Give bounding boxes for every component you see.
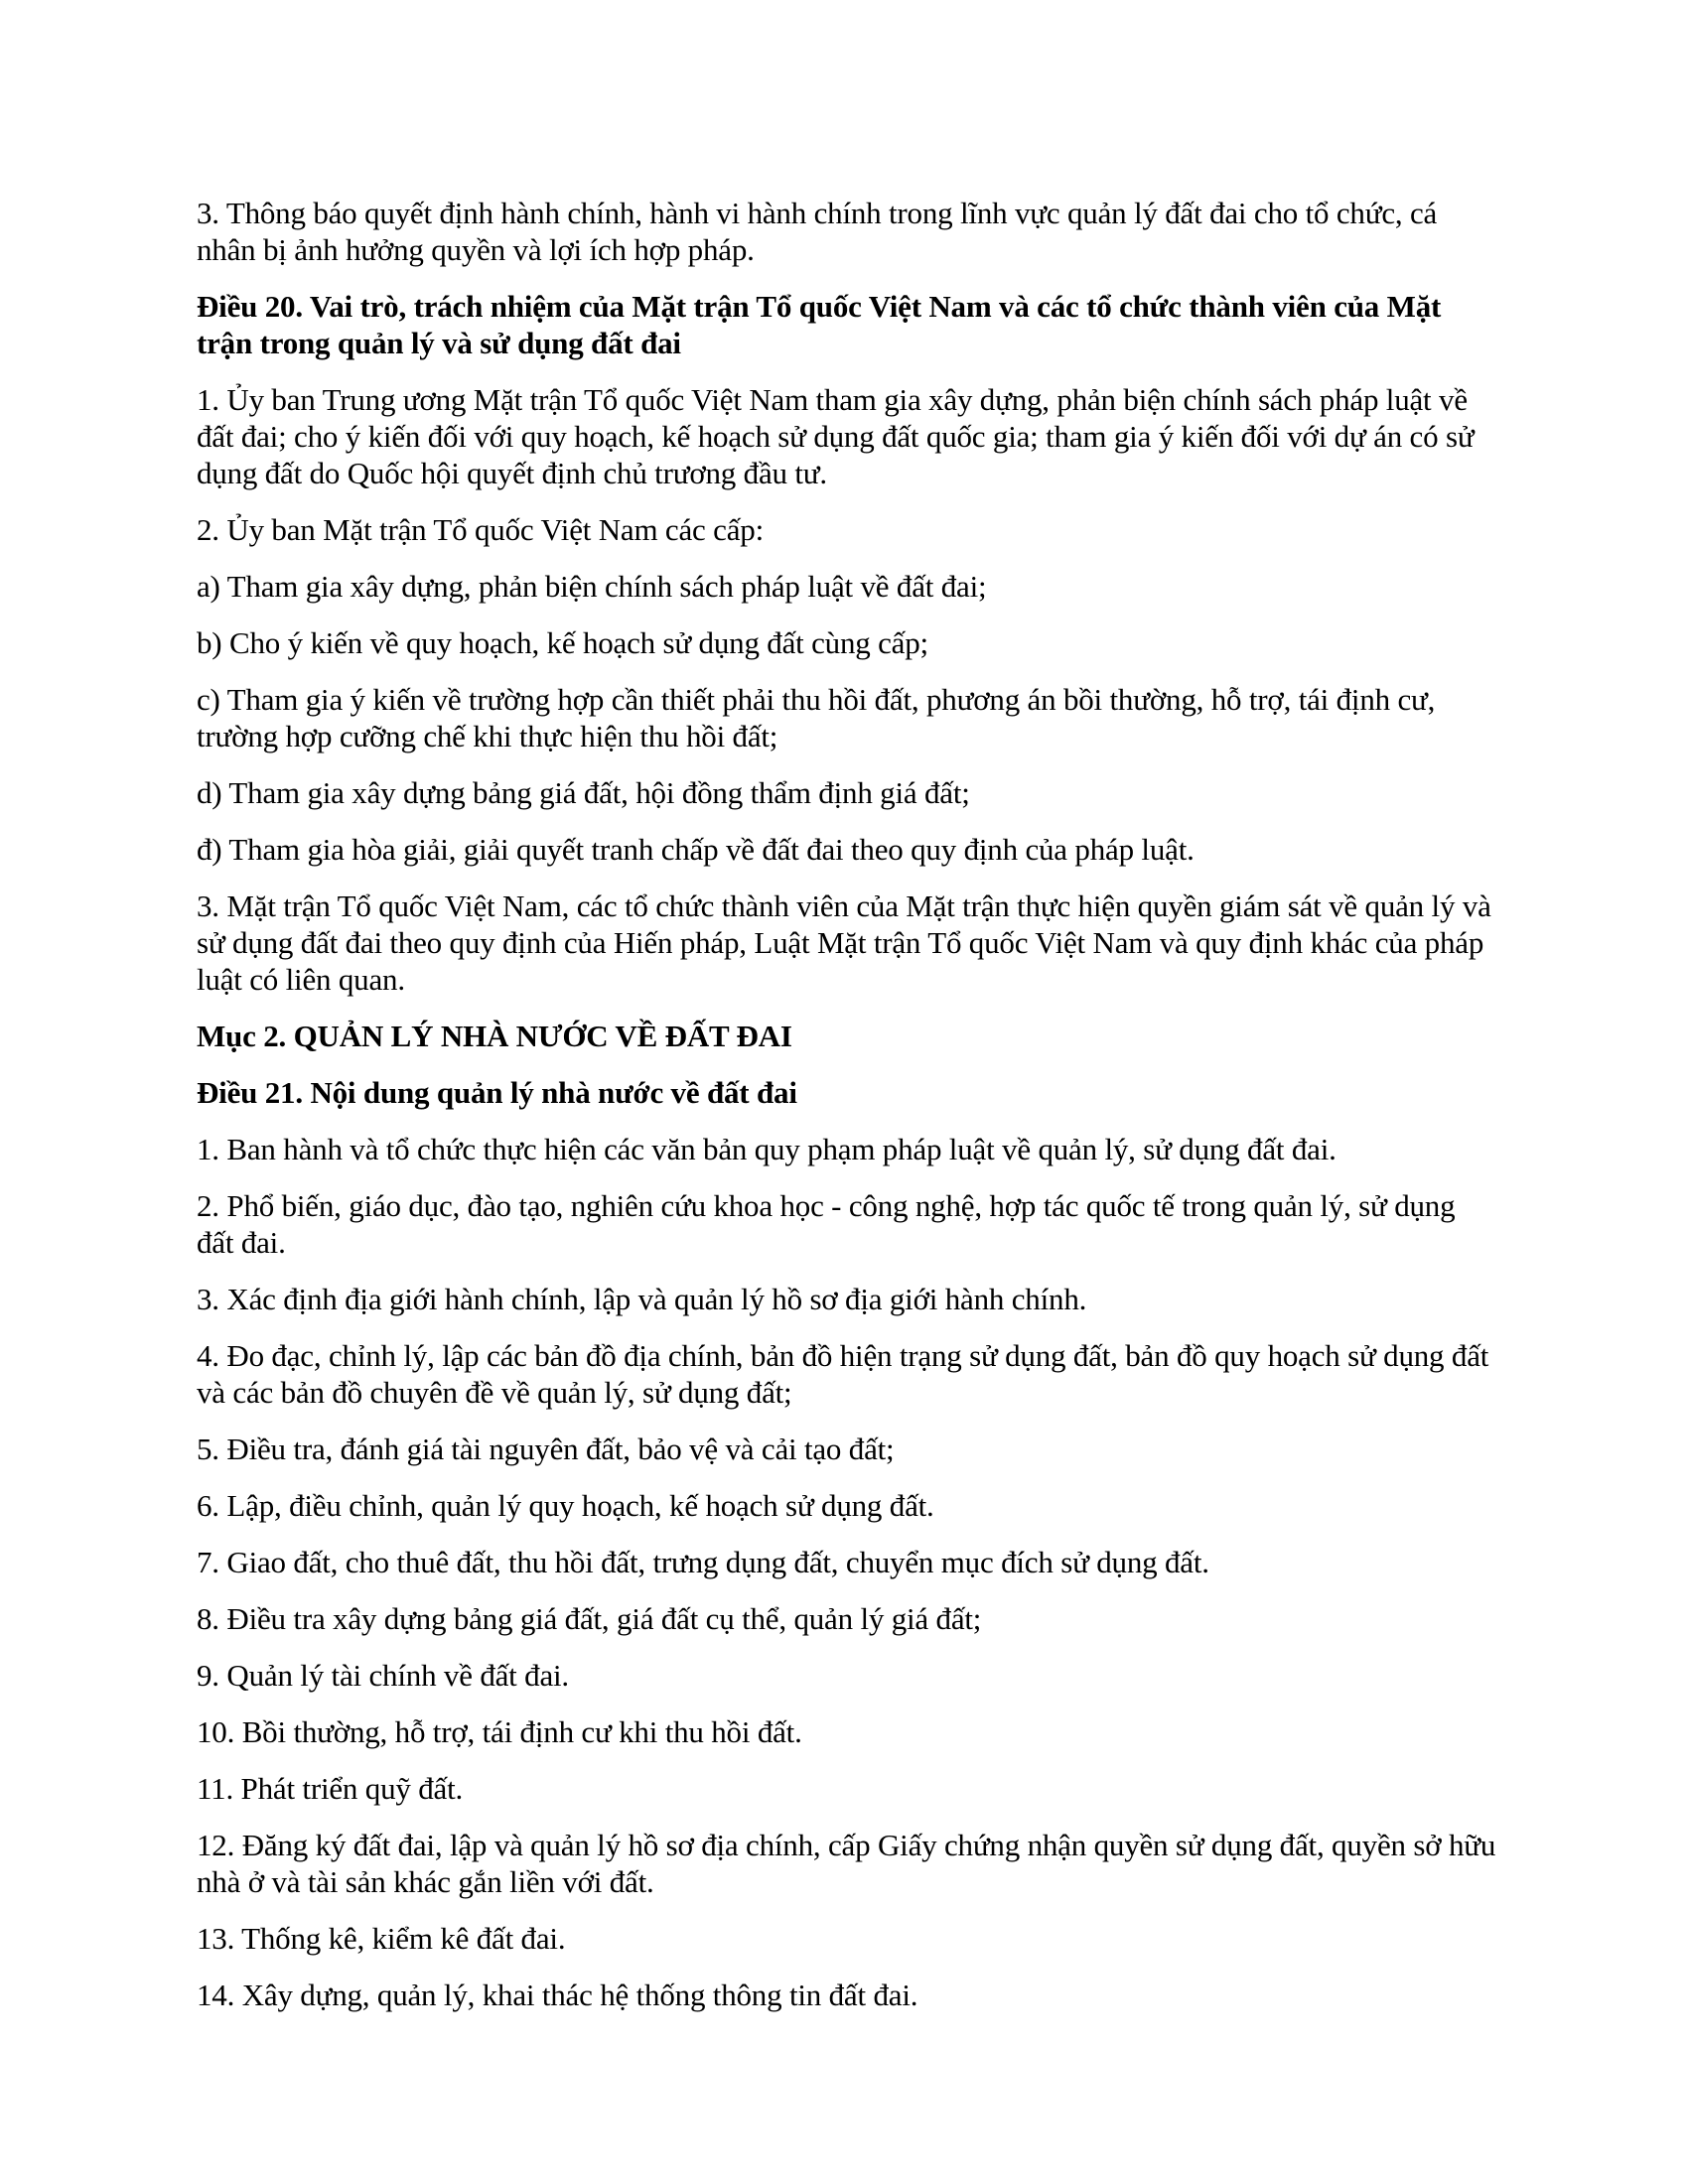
paragraph-art19-item3: 3. Thông báo quyết định hành chính, hành vi hành chính trong lĩnh vực quản lý đất đai cho tổ chức, cá nhân bị ảnh hưởng quyền và lợi ích hợp pháp. (197, 196, 1438, 267)
paragraph-art20-item2c: c) Tham gia ý kiến về trường hợp cần thiết phải thu hồi đất, phương án bồi thường, hỗ trợ, tái định cư, trường hợp cưỡng chế khi thực hiện thu hồi đất; (197, 682, 1436, 753)
paragraph-art21-item13: 13. Thống kê, kiểm kê đất đai. (197, 1921, 566, 1956)
article-20-heading: Điều 20. Vai trò, trách nhiệm của Mặt trận Tổ quốc Việt Nam và các tổ chức thành viên của Mặt trận trong quản lý và sử dụng đất đai (197, 289, 1442, 360)
paragraph-art20-item1: 1. Ủy ban Trung ương Mặt trận Tổ quốc Việt Nam tham gia xây dựng, phản biện chính sách pháp luật về đất đai; cho ý kiến đối với quy hoạch, kế hoạch sử dụng đất quốc gia; tham gia ý kiến đối với dự án có sử dụng đất do Quốc hội quyết định chủ trương đầu tư. (197, 382, 1475, 490)
paragraph-art21-item14: 14. Xây dựng, quản lý, khai thác hệ thống thông tin đất đai. (197, 1978, 918, 2012)
paragraph-art21-item7: 7. Giao đất, cho thuê đất, thu hồi đất, trưng dụng đất, chuyển mục đích sử dụng đất. (197, 1545, 1209, 1579)
paragraph-art20-item3: 3. Mặt trận Tổ quốc Việt Nam, các tổ chức thành viên của Mặt trận thực hiện quyền giám sát về quản lý và sử dụng đất đai theo quy định của Hiến pháp, Luật Mặt trận Tổ quốc Việt Nam và quy định khác của pháp luật có liên quan. (197, 888, 1491, 997)
section-2-heading: Mục 2. QUẢN LÝ NHÀ NƯỚC VỀ ĐẤT ĐAI (197, 1019, 792, 1053)
paragraph-art20-item2d: d) Tham gia xây dựng bảng giá đất, hội đồng thẩm định giá đất; (197, 775, 970, 810)
paragraph-art21-item10: 10. Bồi thường, hỗ trợ, tái định cư khi thu hồi đất. (197, 1714, 802, 1749)
paragraph-art21-item3: 3. Xác định địa giới hành chính, lập và quản lý hồ sơ địa giới hành chính. (197, 1282, 1087, 1316)
paragraph-art21-item2: 2. Phổ biến, giáo dục, đào tạo, nghiên cứu khoa học - công nghệ, hợp tác quốc tế trong quản lý, sử dụng đất đai. (197, 1188, 1456, 1260)
paragraph-art20-item2a: a) Tham gia xây dựng, phản biện chính sách pháp luật về đất đai; (197, 569, 987, 604)
paragraph-art21-item6: 6. Lập, điều chỉnh, quản lý quy hoạch, kế hoạch sử dụng đất. (197, 1488, 934, 1523)
paragraph-art21-item9: 9. Quản lý tài chính về đất đai. (197, 1658, 569, 1693)
paragraph-art21-item5: 5. Điều tra, đánh giá tài nguyên đất, bảo vệ và cải tạo đất; (197, 1432, 895, 1466)
paragraph-art20-item2b: b) Cho ý kiến về quy hoạch, kế hoạch sử dụng đất cùng cấp; (197, 625, 928, 660)
paragraph-art20-item2dd: đ) Tham gia hòa giải, giải quyết tranh chấp về đất đai theo quy định của pháp luật. (197, 832, 1195, 867)
paragraph-art21-item12: 12. Đăng ký đất đai, lập và quản lý hồ sơ địa chính, cấp Giấy chứng nhận quyền sử dụng đất, quyền sở hữu nhà ở và tài sản khác gắn liền với đất. (197, 1828, 1496, 1899)
paragraph-art21-item1: 1. Ban hành và tổ chức thực hiện các văn bản quy phạm pháp luật về quản lý, sử dụng đất đai. (197, 1132, 1336, 1166)
paragraph-art20-item2: 2. Ủy ban Mặt trận Tổ quốc Việt Nam các cấp: (197, 512, 764, 547)
paragraph-art21-item4: 4. Đo đạc, chỉnh lý, lập các bản đồ địa chính, bản đồ hiện trạng sử dụng đất, bản đồ quy hoạch sử dụng đất và các bản đồ chuyên đề về quản lý, sử dụng đất; (197, 1338, 1489, 1410)
paragraph-art21-item8: 8. Điều tra xây dựng bảng giá đất, giá đất cụ thể, quản lý giá đất; (197, 1601, 982, 1636)
document-body (197, 195, 1497, 2033)
paragraph-art21-item11: 11. Phát triển quỹ đất. (197, 1771, 464, 1806)
article-21-heading: Điều 21. Nội dung quản lý nhà nước về đất đai (197, 1075, 797, 1110)
